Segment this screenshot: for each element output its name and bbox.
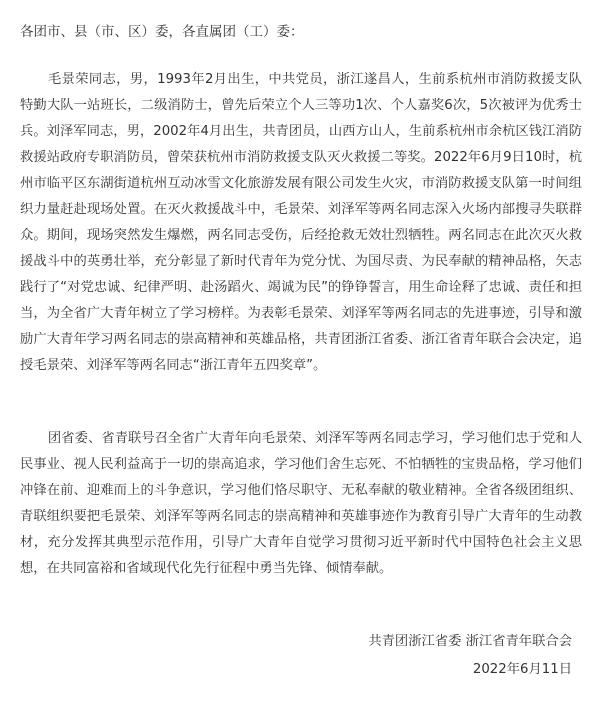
signature: 共青团浙江省委 浙江省青年联合会: [368, 634, 572, 649]
date: 2022年6月11日: [472, 662, 572, 677]
salutation: 各团市、县（市、区）委，各直属团（工）委：: [20, 24, 304, 40]
body-paragraph-1: 毛景荣同志，男，1993年2月出生，中共党员，浙江遂昌人，生前系杭州市消防救援支队特勤大队一站班长，二级消防士，曾先后荣立个人三等功1次、个人嘉奖6次，5次被评为优秀士兵。刘泽军同志，男，2002年4月出生，共青团员，山西方山人，生前系杭州市余杭区钱江消防救援站政府专职消防员，曾荣获杭州市消防救援支队灭火救援二等奖。2022年6月9日10时，杭州市临平区东湖街道杭州互动冰雪文化旅游发展有限公司发生火灾，市消防救援支队第一时间组织力量赶赴现场处置。在灭火救援战斗中，毛景荣、刘泽军等两名同志深入火场内部搜寻失联群众。期间，现场突然发生爆燃，两名同志受伤，后经抢救无效壮烈牺牲。两名同志在此次灭火救援战斗中的英勇壮举，充分彰显了新时代青年为党分忧、为国尽责、为民奉献的精神品格，矢志践行了“对党忠诚、纪律严明、赴汤蹈火、竭诚为民”的铮铮誓言，用生命诠释了忠诚、责任和担当，为全省广大青年树立了学习榜样。为表彰毛景荣、刘泽军等两名同志的先进事迹，引导和激励广大青年学习两名同志的崇高精神和英雄品格，共青团浙江省委、浙江省青年联合会决定，追授毛景荣、刘泽军等两名同志“浙江青年五四奖章”。: [20, 72, 582, 373]
body-paragraph-2: 团省委、省青联号召全省广大青年向毛景荣、刘泽军等两名同志学习，学习他们忠于党和人民事业、视人民利益高于一切的崇高追求，学习他们舍生忘死、不怕牺牲的宝贵品格，学习他们冲锋在前、迎难而上的斗争意识，学习他们恪尽职守、无私奉献的敬业精神。全省各级团组织、青联组织要把毛景荣、刘泽军等两名同志的崇高精神和英雄事迹作为教育引导广大青年的生动教材，充分发挥其典型示范作用，引导广大青年自觉学习贯彻习近平新时代中国特色社会主义思想，在共同富裕和省域现代化先行征程中勇当先锋、倾情奉献。: [20, 431, 582, 576]
